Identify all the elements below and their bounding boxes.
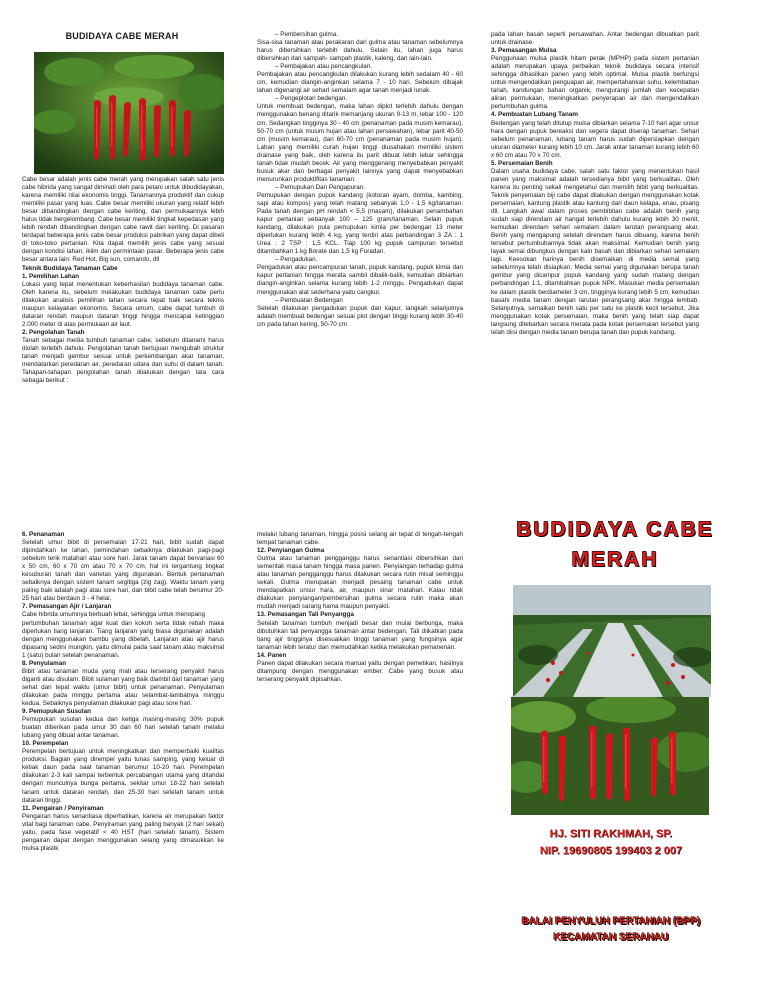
section-heading: 9. Pemupukan Susulan xyxy=(22,708,91,716)
paragraph: Gulma atau tanaman pengganggu harus senantiasi dibersihkan dari sementak masa tanam hingga masa panen. Penyiangan terhadap gulma atau tanaman pengganggu harus dilakukan secara rutin misal seminggu sekali. Gulma merupakan menjadi pesaing tanaman cabe untuk mendapatkan unsur hara, air, maupun sinar matahari. Kalau tidak dilakukan penyiangan/pembersihan gulma secara rutin maka akan mudah menjadi sarang hama maupun penyakit. xyxy=(257,555,463,611)
section-heading: 8. Penyulaman xyxy=(22,659,67,667)
author-name: HJ. SITI RAKHMAH, SP. xyxy=(549,828,673,840)
paragraph: Setelah dilakukan pengadukan pupuk dan kapur, langkah selanjutnya adalah membuat bedengan sesuai plot dengan tinggi kurang lebih 30-40 cm pada lahan kering, 50-70 cm xyxy=(257,304,463,328)
subheading: – Pembuatan Bedengan xyxy=(275,296,343,304)
paragraph: pertumbuhan tanaman agar kuat dan kokoh serta tidak rebah maka diperlukan tiang lanjaran. Tiang lanjaran yang biasa digunakan adalah dengan menggunakan bambu yang dibelah. Lanjaran atau ajir harus dipasang sedini mungkin, yaitu dimulai pada saat tanam atau maksimal 1 (satu) bulan setelah penanaman. xyxy=(22,619,224,659)
paragraph: Perempelan bertujuan untuk meningkatkan dan memperbaiki kualitas produksi. Bagian yang dirempel yaitu tunas samping, yang keluar di ketiak daun pada saat tanaman berumur 10-20 hari. Perempelan dilakukan 2-3 kali sampai terbentuk percabangan utama yang ditandai dengan munculnya bunga pertama, sekitar umur 18-22 hari setelah tanam untuk dataran rendah, dan 25-30 hari setelah tanam untuk dataran tinggi. xyxy=(22,748,224,804)
subheading: – Pengadukan. xyxy=(275,256,318,264)
author-nip: NIP. 19690805 199403 2 007 xyxy=(539,844,683,857)
section-heading: 7. Pemasangan Ajir / Lanjaran xyxy=(22,603,112,611)
chili-plant-photo-top xyxy=(34,52,224,174)
paragraph: Penggunaan mulsa plastik hitam perak (MPHP) pada sistem pertanian adalah merupakan upaya perbaikan teknik budidaya secara intensif sehingga dihasilkan panen yang lebih optimal. Mulsa plastik berfungsi untuk mengendalikan penguapan air, mempertahankan suhu, kelembaban tanah, kandungan bahan organik, mengurangi jumlah dan kecepatan aliran permukaan, meningkatkan penyerapan air dan mengendalikan pertumbuhan gulma. xyxy=(491,55,699,111)
section-heading: 4. Pembuatan Lubang Tanam xyxy=(491,111,579,119)
author-block xyxy=(511,826,711,859)
paragraph: Bibit atau tanaman muda yang mati atau terserang penyakit harus diganti atau disulam. Bibit sulaman yang baik diambil dari tanaman yang sehat dan tepat waktu (umur bibit) untuk penanaman. Penyulaman dilakukan pada minggu pertama atau selambat-lambatnya minggu kedua. Sebaiknya penyulaman dilakukan pagi atau sore hari. xyxy=(22,667,224,707)
section-heading: 2. Pengolahan Tanah xyxy=(22,328,85,336)
office-district: KECAMATAN SERANAU xyxy=(553,932,669,943)
cover-title-line-1: BUDIDAYA CABE xyxy=(516,518,714,541)
subheading: – Pengeplotan bedengan. xyxy=(275,95,348,103)
section-heading: 14. Panen xyxy=(257,651,287,659)
section-heading: 12. Penyiangan Gulma xyxy=(257,547,325,555)
section-heading: 5. Persemaian Benih xyxy=(491,159,553,167)
paragraph: Cabe besar adalah jenis cabe merah yang merupakan salah satu jenis cabe hibrida yang sangat diminati oleh para petani untuk dibudidayakan, karena memiliki nilai ekonomis tinggi. Tanamannya produktif dan cukup memiliki pasar yang luas. Cabe besar memiliki ukuran yang relatif lebih besar dibandingkan dengan cabe keriting, dan permukaannya lebih halus tidak bergelombang. Cabe besar memiliki tingkat kepedasan yang lebih rendah dibandingkan dengan cabe rawit dan keriting. Di pasaran terdapat beberapa jenis cabe besar produksi pabrikan yang dapat dibeli di toko-toko pertanian. Kita dapat memilih jenis cabe yang sesuai dengan kondisi lahan, iklim dan permintaan pasar. Beberapa jenis cabe besar antara lain: Red Hot, Big sun, comando, dll xyxy=(22,176,224,264)
paragraph: Untuk membuat bedengan, maka lahan diplot terlebih dahulu dengan menggunakan benang ditarik memanjang ukuran 9-13 m, lebar 100 - 120 cm. Sedangkan tingginya 30 - 40 cm (penanaman pada musim kemarau), 50-70 cm (untuk musim hujan atau lahan persawahan), lebar parit 40-50 cm (musim kemarau), dan 60-70 cm (penanaman pada musim hujan). Lahan yang memiliki curah hujan tinggi diusahakan memiliki sistem drainase yang baik, oleh karena itu parit dibuat lebih lebar sehingga tanah tidak mudah becek. Air yang menggenang menyebabkan penyakit busuk akar dan berbagai penyakit lainnya yang dapat menyebabkan menurunkan produktifitas tanaman. xyxy=(257,103,463,183)
column-2-top xyxy=(257,31,463,329)
cover-title-line-2: MERAH xyxy=(571,548,659,571)
paragraph: Pembajakan atau pencangkulan dilakukan kurang lebih sedalam 40 - 60 cm, kemudian diangin-anginkan selama 7 - 10 hari. Sebelum dibajak lahan digenangi air seharI semalam agar tanah menjadi lunak. xyxy=(257,71,463,95)
column-2-bottom xyxy=(257,531,463,684)
red-chili-closeup-photo xyxy=(511,697,709,815)
paragraph: Panen dapat dilakukan secara manual yaitu dengan pemetikan, hasilnya ditampung dengan menggunakan ember. Cabe yang busuk atau terserang penyakit dipisahkan. xyxy=(257,659,463,683)
paragraph: Bedengan yang telah ditutup mulsa dibiarkan selama 7-10 hari agar unsur hara dengan pupuk bereaksi dan segera dapat diserap tanaman. Sehari sebelum penanaman, lubang tanam harus sudah dipersiapkan dengan ukuran diameter kurang lebih 10 cm. Jarak antar tanaman kurang lebih 60 x 60 cm atau 70 x 70 cm. xyxy=(491,119,699,159)
paragraph: Pengadukan atau pencampuran tanah, pupuk kandang, pupuk kimia dan kapur pertanian hingga merata sambil dibalik-balik, kemudian dibiarkan diangin-anginkan selama kurang lebih 1-2 minggu. Pengadukan dapat menggunakan alat sederhana yaitu cangkul. xyxy=(257,264,463,296)
paragraph: Dalam usaha budidaya cabe, salah satu faktor yang menentukan hasil panen yang maksimal adalah tersedianya bibit yang berkualitas. Oleh karena itu penting sekali mengetahui dan memilih bibit yang berkualitas. Teknik penyemaian biji cabe dapat dilakukan dengan menggunakan kotak persemaian, kantung plastik atau kantung dari daun kelapa, enau, pisang dll. Langkah awal dalam proses pembibitan cabe adalah benih yang sudah siap direndam air hangat terlebih dahulu kurang lebih 30 menit, kemudian direndam sehari semalam dalam larutan perangsang akar. Benih yang mengapung setelah direndam harus dibuang, karena benih tersebut pertumbuhannya tidak akan maksimal. Kemudian benih yang layak semai dibungkus dengan kain basah dan dibiarkan sehari semalam lagi. Keesokan harinya benih disemaikan di media semai yang sebelumnya telah disiapkan. Media semai yang digunakan berupa tanah gembur yang dicampur pupuk kandang yang sudah matang dengan perbandingan 1:1, ditambahkan pupuk NPK. Masukan media persemaian ke dalam plastik berdiameter 3 cm, tingginya kurang lebih 5 cm, kemudian basahi media tanam dengan larutan perangsang akar hingga lembab. Selanjutnya, semaikan benih satu per satu ke plastik kecil tersebut. Jika menggunakan kotak persemaian, maka benih yang telah siap dapat langsung ditebarkan secara merata pada kotak persemaian tersebut yang telah diisi dengan media tanam berupa tanah dan pupuk kandang. xyxy=(491,167,699,336)
subheading: – Pemupukan Dan Pengapuran. xyxy=(275,183,365,191)
section-heading: 13. Pemasangan Tali Penyangga xyxy=(257,611,354,619)
paragraph: Pemupukan dengan pupuk kandang (kotoran ayam, domba, kambing, sapi atau kompos) yang telah matang sebanyak 1,0 - 1,5 kg/tanaman. Pada tanah dengan pH rendah < 5,5 (masam), dilakukan penambahan kapur pertanian sebanyak 100 – 125 gram/tanaman. Selain pupuk kandang, dilakukan pula pemupukan kimia per bedengan 13 meter diperlukan kurang lebih 4 kg, yang terdiri atas perbandingan 3 ZA : 1 Urea : 2 TSP : 1,5 KCL. Tiap 100 kg pupuk campuran tersebut ditambahkan 1 kg Borate dan 1,5 kg Furadan. xyxy=(257,191,463,256)
paragraph: Setelah umur bibit di persemaian 17-21 hari, bibit sudah dapat dipindahkan ke lahan, pemindahan sebaiknya dilakukan pagi-pagi sebelum terik matahari atau sore hari. Jarak tanam dapat bervariasi 60 x 50 cm, 60 x 70 cm atau 70 x 70 cm, hal ini tergantung tingkat kesuburan tanah dan varietas yang digunakan. Bentuk pertanaman sebaiknya dengan sistem tanam segitiga (zig zag). Waktu tanam yang paling baik adalah pagi atau sore hari, dan bibit cabe telah berumur 20-25 hari atau berdaun 3 - 4 helai. xyxy=(22,539,224,603)
section-heading: 10. Perempelan xyxy=(22,740,69,748)
subheading: – Pembajakan atau pencangkulan. xyxy=(275,63,372,71)
subheading: – Pembersihan gulma. xyxy=(275,31,339,38)
section-heading: 6. Penanaman xyxy=(22,531,65,538)
office-block xyxy=(505,914,717,946)
section-heading: 1. Pemilihan Lahan xyxy=(22,272,80,280)
brochure-title: BUDIDAYA CABE MERAH xyxy=(65,31,179,41)
paragraph: Tanah sebagai media tumbuh tanaman cabe, sebelum ditanami harus diolah terlebih dahulu. Pengolahan tanah bertujuan mengubah struktur tanah menjadi gembur sesuai untuk perkembangan akar tanaman, mendatarkan peredaran air, peredaran udara dan suhu di dalam tanah. Tahapan-tahapan pengolahan tanah dilakukan dengan tata cara sebagai berikut : xyxy=(22,336,224,385)
paragraph: Sisa-sisa tanaman atau perakaran dari gulma atau tanaman sebelumnya harus dibersihkan terlebih dahulu. Selain itu, lahan juga harus dibersihkan dari sampah- sampah plastik, kaleng, dan lain-lain. xyxy=(257,39,463,63)
paragraph: Pengairan harus senantiasa diperhatikan, karena air merupakan faktor vital bagi tanaman cabe. Penyiraman yang paling banyak (2 hari sekali) yaitu, pada fase vegetatif < 40 HST (hari setelah tanam). Sistem pengairan dapat dengan menggunakan selang yang dimasukkan ke mulsa plastik xyxy=(22,812,224,852)
section-heading: 11. Pengairan / Penyiraman xyxy=(22,804,104,812)
section-heading: 3. Pemasangan Mulsa xyxy=(491,47,557,55)
paragraph: Setelah tanaman tumbuh menjadi besar dan mulai berbunga, maka dibutuhkan tali penyangga tanaman antar bedengan. Tali diikatkan pada tiang ajir tingginya disesuaikan tinggi tanaman yang fungsinya agar tanaman lebih teratur dan memudahkan ketika melakukan pemanenan. xyxy=(257,619,463,651)
paragraph: melalui lubang tanaman, hingga posisi selang air tepat di tengah-tengah tempat tanaman cabe. xyxy=(257,531,463,547)
cover-title xyxy=(515,518,715,572)
paragraph: Pemupukan susulan kedua dan ketiga masing-masing 30% pupuk buatan diberikan pada umur 30 dan 60 hari setelah tanam melalui lubang yang dibuat antar tanaman. xyxy=(22,716,224,740)
column-1-bottom xyxy=(22,531,224,853)
column-1-top xyxy=(22,176,224,385)
paragraph: Lokasi yang tepat menentukan keberhasilan budidaya tanaman cabe. Oleh karena itu, sebelum melakukan budidaya tanaman cabe perlu dilakukan analisis pemilihan lahan secara tepat baik secara teknis maupun kelayakan ekonomis. Secara umum, cabe dapat tumbuh di dataran rendah maupun dataran tinggi hingga mencapai ketinggian 2.000 meter di atas permukaan air laut. xyxy=(22,280,224,328)
section-heading: Teknik Budidaya Tanaman Cabe xyxy=(22,264,118,272)
chili-field-photo xyxy=(513,585,711,697)
office-name: BALAI PENYULUH PERTANIAN (BPP) xyxy=(521,916,701,927)
paragraph: Cabe hibrida umumnya berbuah lebat, sehingga untuk menopang xyxy=(22,611,206,619)
column-3-top xyxy=(491,31,699,337)
paragraph: pada lahan basah seperti persawahan. Antar bedengan dibuatkan parit untuk drainase. xyxy=(491,31,699,47)
